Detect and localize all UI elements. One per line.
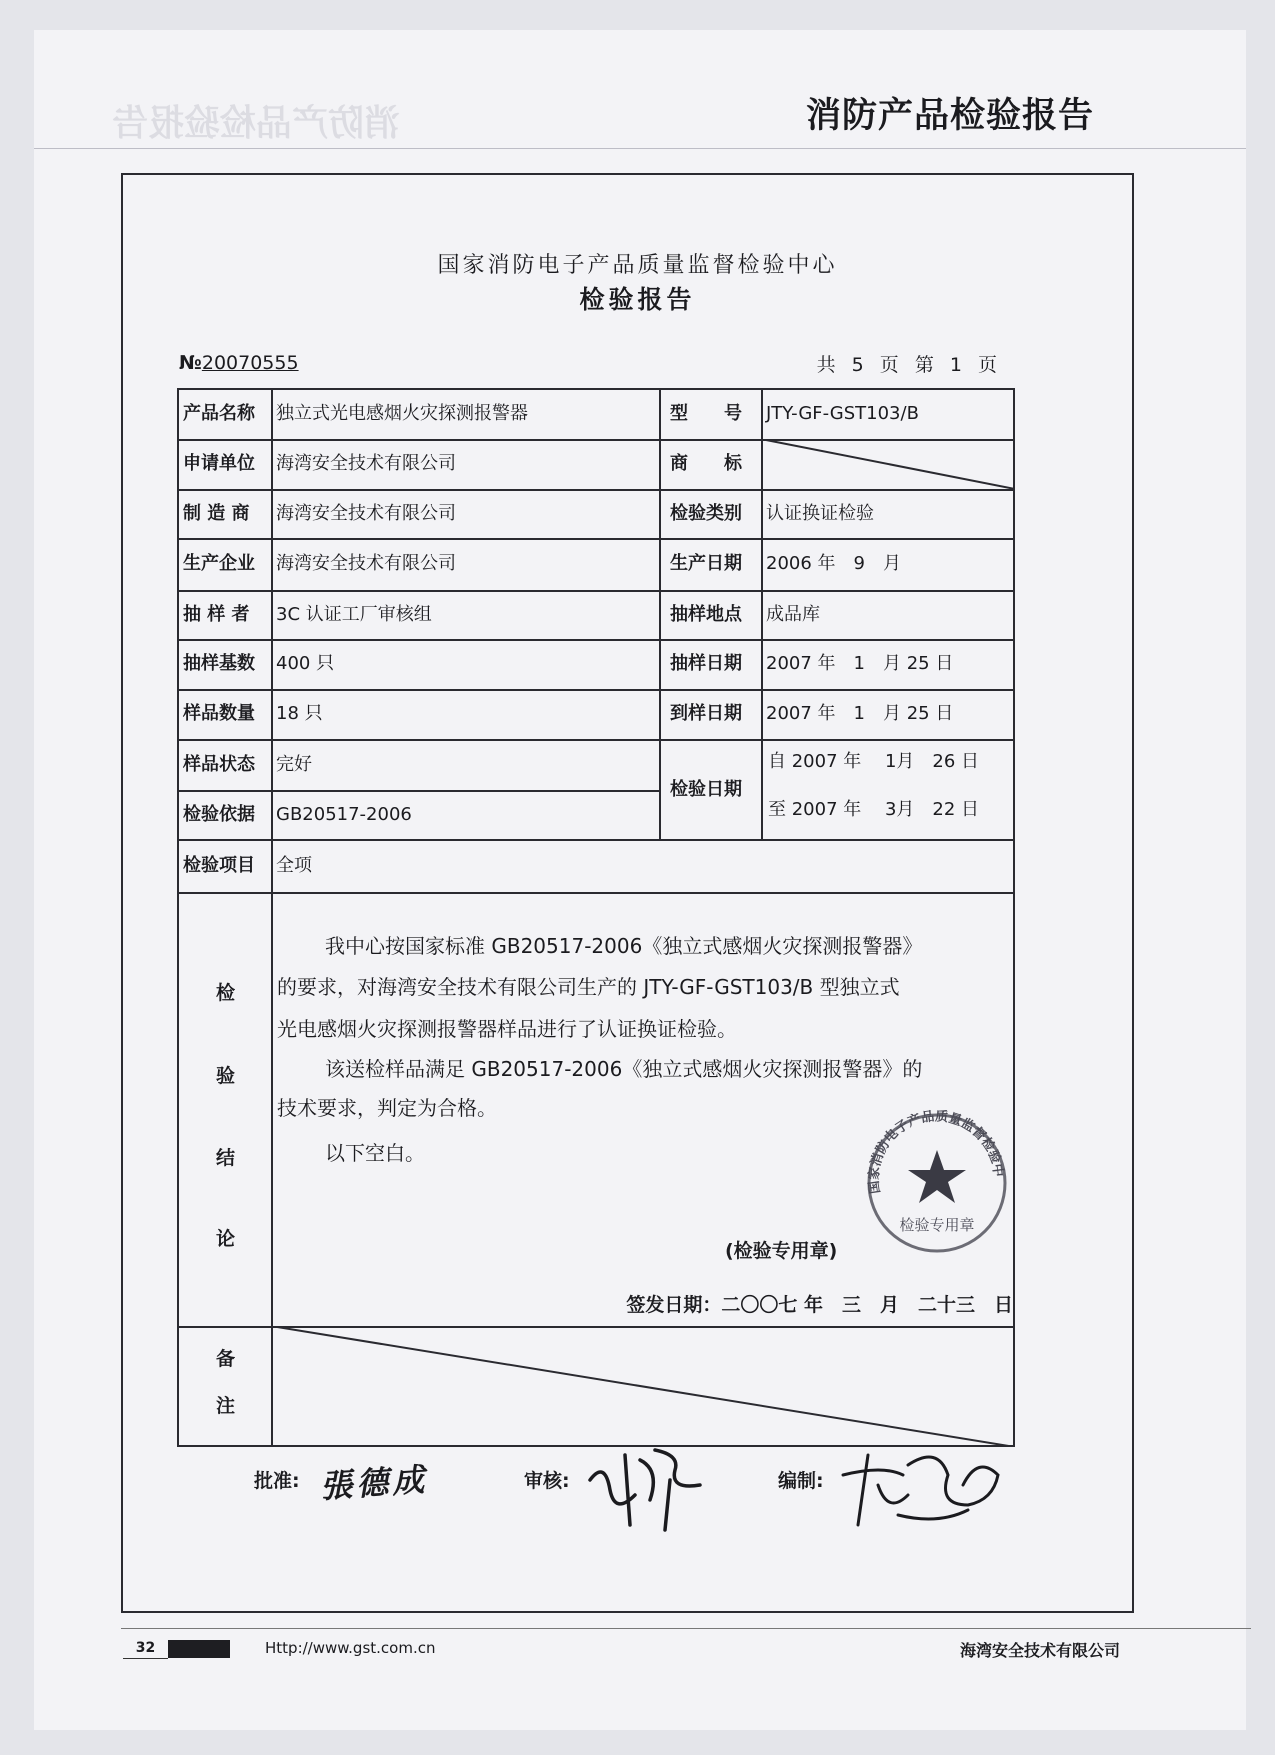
field-label: 制 造 商 (183, 502, 250, 524)
table-rule (271, 388, 273, 1447)
table-rule (177, 689, 1015, 691)
field-value: 18 只 (276, 703, 323, 724)
field-label: 抽样基数 (183, 653, 255, 674)
table-rule (659, 388, 661, 839)
field-label: 抽样地点 (670, 603, 742, 625)
trademark-diagonal (761, 439, 1015, 489)
conclusion-line: 技术要求，判定为合格。 (277, 1096, 497, 1120)
seal-note: (检验专用章) (725, 1240, 838, 1262)
header-title: 消防产品检验报告 (806, 96, 1095, 136)
stamp-ring-text: 国家消防电子产品质量监督检验中 (866, 1109, 1006, 1195)
field-value: JTY-GF-GST103/B (766, 402, 919, 424)
conclusion-label: 论 (216, 1228, 236, 1250)
no-prefix: № (179, 352, 202, 374)
field-label: 检验日期 (670, 779, 742, 800)
field-label: 产品名称 (183, 402, 255, 424)
report-title: 检验报告 (579, 285, 696, 314)
review-label: 审核: (524, 1470, 570, 1492)
review-signature (580, 1440, 710, 1540)
conclusion-label: 验 (216, 1065, 236, 1087)
conclusion-line: 光电感烟火灾探测报警器样品进行了认证换证检验。 (277, 1017, 737, 1041)
footer-rule (121, 1628, 1251, 1629)
no-value: 20070555 (201, 352, 299, 374)
conclusion-label: 结 (216, 1147, 236, 1169)
compile-label: 编制: (778, 1470, 824, 1492)
field-label: 生产企业 (183, 553, 255, 574)
field-value: 独立式光电感烟火灾探测报警器 (276, 402, 528, 424)
field-value: 海湾安全技术有限公司 (276, 553, 456, 574)
field-value: 全项 (276, 854, 312, 876)
field-label: 抽 样 者 (183, 603, 250, 625)
test-date-from: 自 2007 年 1月 26 日 (768, 751, 980, 772)
field-value: 400 只 (276, 653, 335, 674)
test-date-to: 至 2007 年 3月 22 日 (768, 799, 980, 820)
footer-block (168, 1640, 230, 1658)
conclusion-line: 我中心按国家标准 GB20517-2006《独立式感烟火灾探测报警器》 (325, 934, 923, 958)
field-value: GB20517-2006 (276, 803, 412, 825)
stamp-center-text: 检验专用章 (899, 1216, 975, 1234)
field-label: 检验依据 (183, 803, 255, 825)
field-value: 2007 年 1 月 25 日 (766, 653, 954, 674)
field-label: 抽样日期 (670, 653, 742, 674)
remarks-diagonal (271, 1326, 1015, 1447)
table-rule (177, 739, 1015, 741)
field-value: 2007 年 1 月 25 日 (766, 703, 954, 724)
header-bleedthrough: 消防产品检验报告 (112, 103, 401, 144)
table-rule (177, 590, 1015, 592)
table-rule (177, 790, 659, 792)
table-rule (177, 538, 1015, 540)
approve-label: 批准: (254, 1470, 300, 1492)
field-value: 认证换证检验 (766, 502, 874, 524)
table-rule (177, 639, 1015, 641)
remarks-label: 备 (216, 1348, 236, 1370)
field-label: 生产日期 (670, 553, 742, 574)
field-label: 样品数量 (183, 703, 255, 724)
report-number (179, 352, 299, 374)
field-label: 型 号 (670, 402, 742, 424)
field-value: 海湾安全技术有限公司 (276, 502, 456, 524)
field-label: 商 标 (670, 453, 742, 474)
conclusion-line: 以下空白。 (325, 1141, 425, 1165)
page-number: 32 (123, 1640, 168, 1659)
conclusion-line: 该送检样品满足 GB20517-2006《独立式感烟火灾探测报警器》的 (325, 1057, 923, 1081)
footer-url[interactable]: Http://www.gst.com.cn (265, 1639, 436, 1657)
table-rule (177, 839, 1015, 841)
info-table (177, 388, 1015, 1447)
table-rule (177, 892, 1015, 894)
report-org: 国家消防电子产品质量监督检验中心 (437, 253, 838, 278)
field-value: 2006 年 9 月 (766, 553, 901, 574)
conclusion-line: 的要求，对海湾安全技术有限公司生产的 JTY-GF-GST103/B 型独立式 (277, 975, 900, 999)
field-label: 样品状态 (183, 753, 255, 775)
field-label: 检验类别 (670, 502, 742, 524)
footer-company: 海湾安全技术有限公司 (960, 1641, 1121, 1660)
field-value: 3C 认证工厂审核组 (276, 603, 432, 625)
approve-signature: 張德成 (318, 1460, 430, 1506)
conclusion-label: 检 (216, 982, 236, 1004)
inspection-stamp (862, 1108, 1012, 1262)
compile-signature (838, 1445, 1008, 1535)
table-rule (177, 489, 1015, 491)
field-label: 申请单位 (183, 453, 255, 474)
field-label: 到样日期 (670, 703, 742, 724)
field-label: 检验项目 (183, 854, 255, 876)
field-value: 成品库 (766, 603, 820, 625)
remarks-label: 注 (216, 1395, 236, 1417)
field-value: 海湾安全技术有限公司 (276, 453, 456, 474)
page-count: 共 5 页 第 1 页 (816, 354, 999, 376)
issue-date: 签发日期：二〇〇七 年 三 月 二十三 日 (626, 1294, 1013, 1316)
header-rule (34, 148, 1246, 149)
field-value: 完好 (276, 753, 312, 775)
